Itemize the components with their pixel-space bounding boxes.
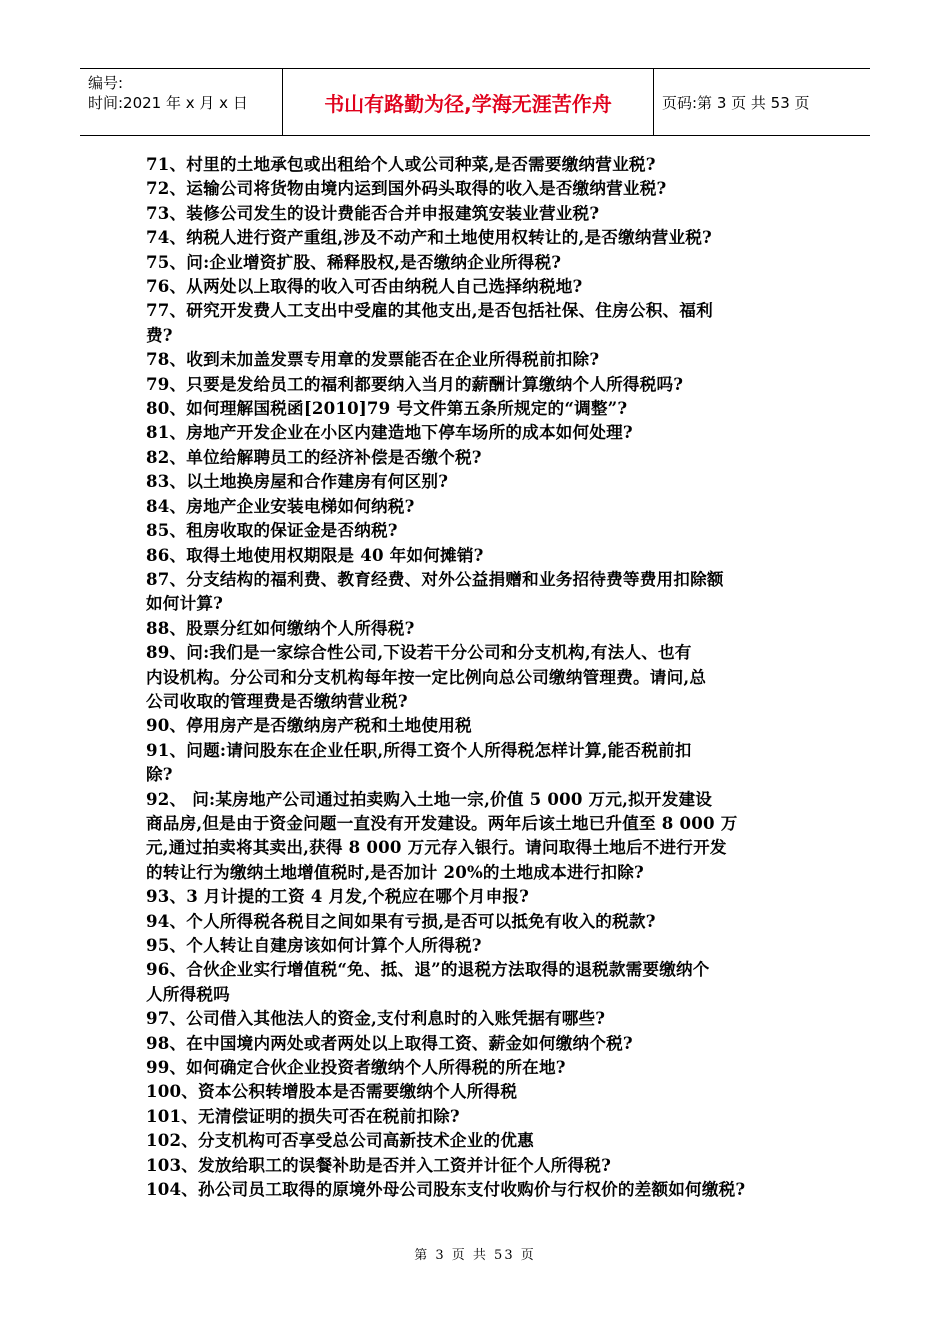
question-line: 87、分支结构的福利费、教育经费、对外公益捐赠和业务招待费等费用扣除额 bbox=[146, 568, 724, 589]
question-line: 88、股票分红如何缴纳个人所得税? bbox=[146, 617, 415, 638]
header-page-info: 页码:第 3 页 共 53 页 bbox=[662, 93, 810, 112]
document-time: 时间:2021 年 x 月 x 日 bbox=[88, 94, 248, 112]
question-line: 96、合伙企业实行增值税“免、抵、退”的退税方法取得的退税款需要缴纳个 bbox=[146, 959, 710, 980]
page-footer: 第 3 页 共 53 页 bbox=[414, 1248, 536, 1263]
document-number-label: 编号: bbox=[88, 74, 124, 92]
question-line: 81、房地产开发企业在小区内建造地下停车场所的成本如何处理? bbox=[146, 422, 633, 443]
question-line: 80、如何理解国税函[2010]79 号文件第五条所规定的“调整”? bbox=[146, 398, 628, 419]
question-line: 如何计算? bbox=[146, 593, 224, 614]
question-line: 85、租房收取的保证金是否纳税? bbox=[146, 520, 398, 541]
question-line: 元,通过拍卖将其卖出,获得 8 000 万元存入银行。请问取得土地后不进行开发 bbox=[146, 837, 727, 858]
question-line: 99、如何确定合伙企业投资者缴纳个人所得税的所在地? bbox=[146, 1057, 566, 1078]
page-header bbox=[80, 68, 870, 136]
question-line: 83、以土地换房屋和合作建房有何区别? bbox=[146, 471, 449, 492]
question-line: 73、装修公司发生的设计费能否合并申报建筑安装业营业税? bbox=[146, 202, 600, 223]
header-meta bbox=[80, 69, 282, 135]
question-line: 82、单位给解聘员工的经济补偿是否缴个税? bbox=[146, 446, 482, 467]
question-line: 98、在中国境内两处或者两处以上取得工资、薪金如何缴纳个税? bbox=[146, 1032, 633, 1053]
question-line: 86、取得土地使用权期限是 40 年如何摊销? bbox=[146, 544, 484, 565]
question-line: 79、只要是发给员工的福利都要纳入当月的薪酬计算缴纳个人所得税吗? bbox=[146, 373, 684, 394]
question-line: 的转让行为缴纳土地增值税时,是否加计 20%的土地成本进行扣除? bbox=[146, 861, 644, 882]
question-line: 人所得税吗 bbox=[146, 983, 230, 1004]
question-line: 76、从两处以上取得的收入可否由纳税人自己选择纳税地? bbox=[146, 276, 583, 297]
question-line: 101、无清偿证明的损失可否在税前扣除? bbox=[146, 1105, 460, 1126]
question-line: 71、村里的土地承包或出租给个人或公司种菜,是否需要缴纳营业税? bbox=[146, 154, 656, 174]
question-line: 100、资本公积转增股本是否需要缴纳个人所得税 bbox=[146, 1081, 518, 1102]
question-line: 75、问:企业增资扩股、稀释股权,是否缴纳企业所得税? bbox=[146, 251, 562, 272]
question-line: 公司收取的管理费是否缴纳营业税? bbox=[146, 690, 408, 711]
question-line: 102、分支机构可否享受总公司高新技术企业的优惠 bbox=[146, 1130, 534, 1151]
question-line: 93、3 月计提的工资 4 月发,个税应在哪个月申报? bbox=[146, 886, 530, 907]
question-line: 78、收到未加盖发票专用章的发票能否在企业所得税前扣除? bbox=[146, 349, 600, 370]
question-line: 74、纳税人进行资产重组,涉及不动产和土地使用权转让的,是否缴纳营业税? bbox=[146, 227, 712, 248]
question-line: 商品房,但是由于资金问题一直没有开发建设。两年后该土地已升值至 8 000 万 bbox=[146, 812, 738, 833]
question-line: 95、个人转让自建房该如何计算个人所得税? bbox=[146, 935, 482, 955]
question-line: 94、个人所得税各税目之间如果有亏损,是否可以抵免有收入的税款? bbox=[146, 910, 656, 931]
question-line: 90、停用房产是否缴纳房产税和土地使用税 bbox=[146, 715, 472, 736]
question-line: 91、问题:请问股东在企业任职,所得工资个人所得税怎样计算,能否税前扣 bbox=[146, 739, 692, 760]
question-line: 77、研究开发费人工支出中受雇的其他支出,是否包括社保、住房公积、福利 bbox=[146, 300, 713, 321]
question-line: 104、孙公司员工取得的原境外母公司股东支付收购价与行权价的差额如何缴税? bbox=[146, 1179, 746, 1200]
question-list bbox=[146, 152, 818, 1201]
question-line: 72、运输公司将货物由境内运到国外码头取得的收入是否缴纳营业税? bbox=[146, 178, 667, 199]
question-line: 89、问:我们是一家综合性公司,下设若干分公司和分支机构,有法人、也有 bbox=[146, 642, 692, 663]
question-line: 103、发放给职工的误餐补助是否并入工资并计征个人所得税? bbox=[146, 1154, 612, 1175]
header-motto: 书山有路勤为径,学海无涯苦作舟 bbox=[282, 69, 654, 135]
question-line: 除? bbox=[146, 764, 173, 785]
question-line: 内设机构。分公司和分支机构每年按一定比例向总公司缴纳管理费。请问,总 bbox=[146, 666, 707, 687]
question-line: 费? bbox=[146, 324, 173, 345]
question-line: 92、 问:某房地产公司通过拍卖购入土地一宗,价值 5 000 万元,拟开发建设 bbox=[146, 788, 713, 809]
question-line: 97、公司借入其他法人的资金,支付利息时的入账凭据有哪些? bbox=[146, 1008, 606, 1029]
question-line: 84、房地产企业安装电梯如何纳税? bbox=[146, 495, 415, 516]
